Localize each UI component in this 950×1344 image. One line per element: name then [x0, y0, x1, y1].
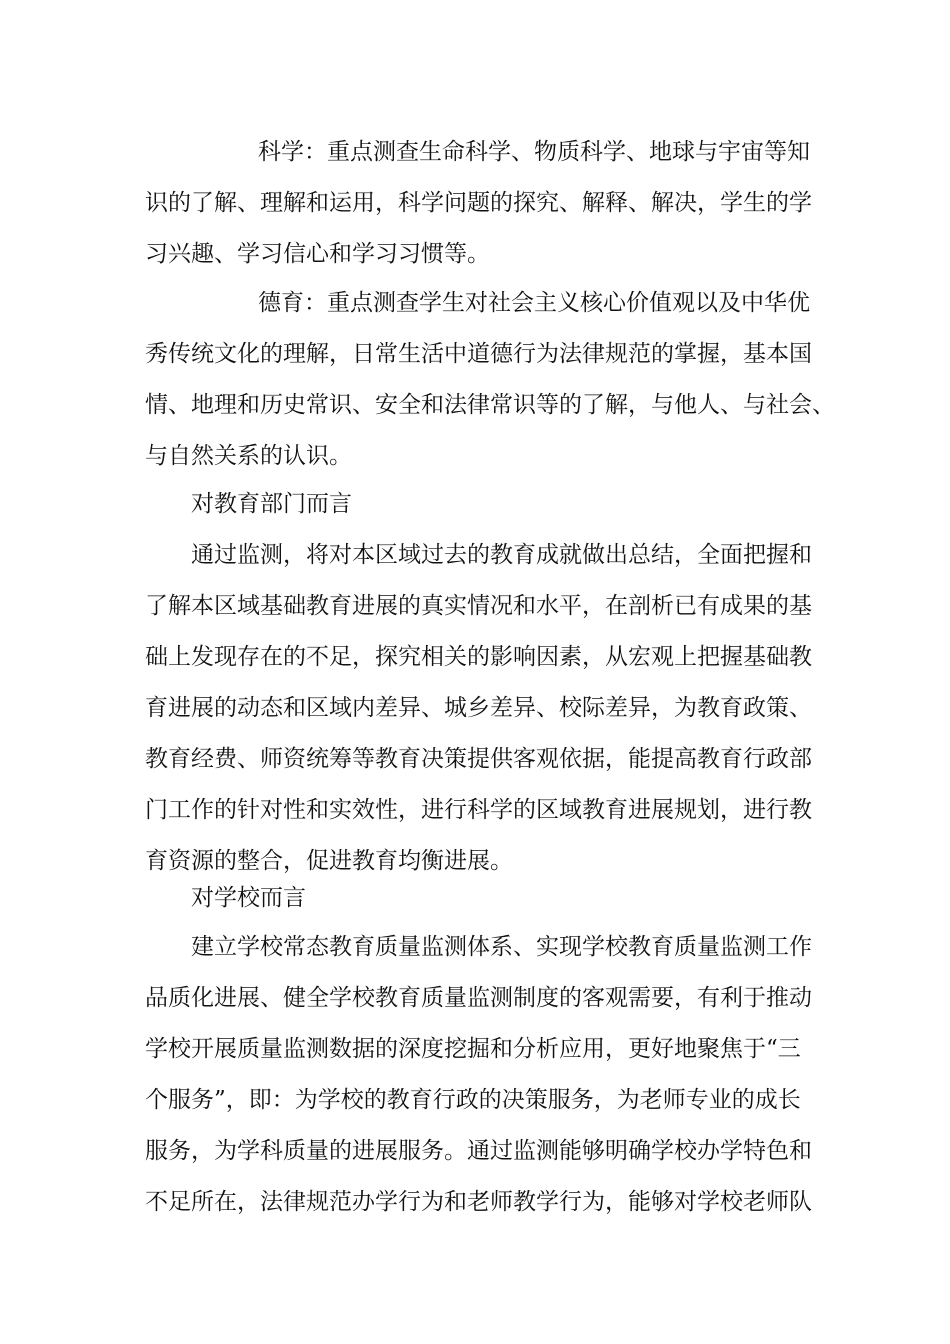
text-line: 与自然关系的认识。: [145, 443, 352, 469]
section-heading: 对学校而言: [191, 885, 306, 911]
text-line: 个服务”，即：为学校的教育行政的决策服务，为老师专业的成长: [145, 1087, 801, 1113]
text-line: 教育经费、师资统筹等教育决策提供客观依据，能提高教育行政部: [145, 746, 812, 772]
text-line: 品质化进展、健全学校教育质量监测制度的客观需要，有利于推动: [145, 985, 812, 1011]
text-line: 础上发现存在的不足，探究相关的影响因素，从宏观上把握基础教: [145, 644, 812, 670]
text-line: 德育：重点测查学生对社会主义核心价值观以及中华优: [258, 290, 810, 316]
text-line: 通过监测，将对本区域过去的教育成就做出总结，全面把握和: [191, 542, 812, 568]
paragraph-school: [145, 922, 825, 1228]
text-line: 不足所在，法律规范办学行为和老师教学行为，能够对学校老师队: [145, 1189, 812, 1215]
text-line: 秀传统文化的理解，日常生活中道德行为法律规范的掌握，基本国: [145, 341, 812, 367]
paragraph-science: [145, 127, 825, 280]
text-line: 学校开展质量监测数据的深度挖掘和分析应用，更好地聚焦于“三: [145, 1036, 801, 1062]
text-line: 服务，为学科质量的进展服务。通过监测能够明确学校办学特色和: [145, 1138, 812, 1164]
text-line: 门工作的针对性和实效性，进行科学的区域教育进展规划，进行教: [145, 797, 812, 823]
text-line: 建立学校常态教育质量监测体系、实现学校教育质量监测工作: [191, 934, 812, 960]
text-line: 识的了解、理解和运用，科学问题的探究、解释、解决，学生的学: [145, 190, 812, 216]
text-line: 习兴趣、学习信心和学习习惯等。: [145, 241, 490, 267]
text-line: 了解本区域基础教育进展的真实情况和水平，在剖析已有成果的基: [145, 593, 812, 619]
heading-education-department: [145, 479, 825, 530]
text-line: 情、地理和历史常识、安全和法律常识等的了解，与他人、与社会、: [145, 392, 835, 418]
heading-school: [145, 873, 825, 924]
text-line: 育资源的整合，促进教育均衡进展。: [145, 848, 513, 874]
paragraph-education-department: [145, 530, 825, 887]
paragraph-moral-education: [145, 278, 835, 482]
text-line: 育进展的动态和区域内差异、城乡差异、校际差异，为教育政策、: [145, 695, 812, 721]
section-heading: 对教育部门而言: [191, 491, 352, 517]
text-line: 科学：重点测查生命科学、物质科学、地球与宇宙等知: [258, 139, 810, 165]
